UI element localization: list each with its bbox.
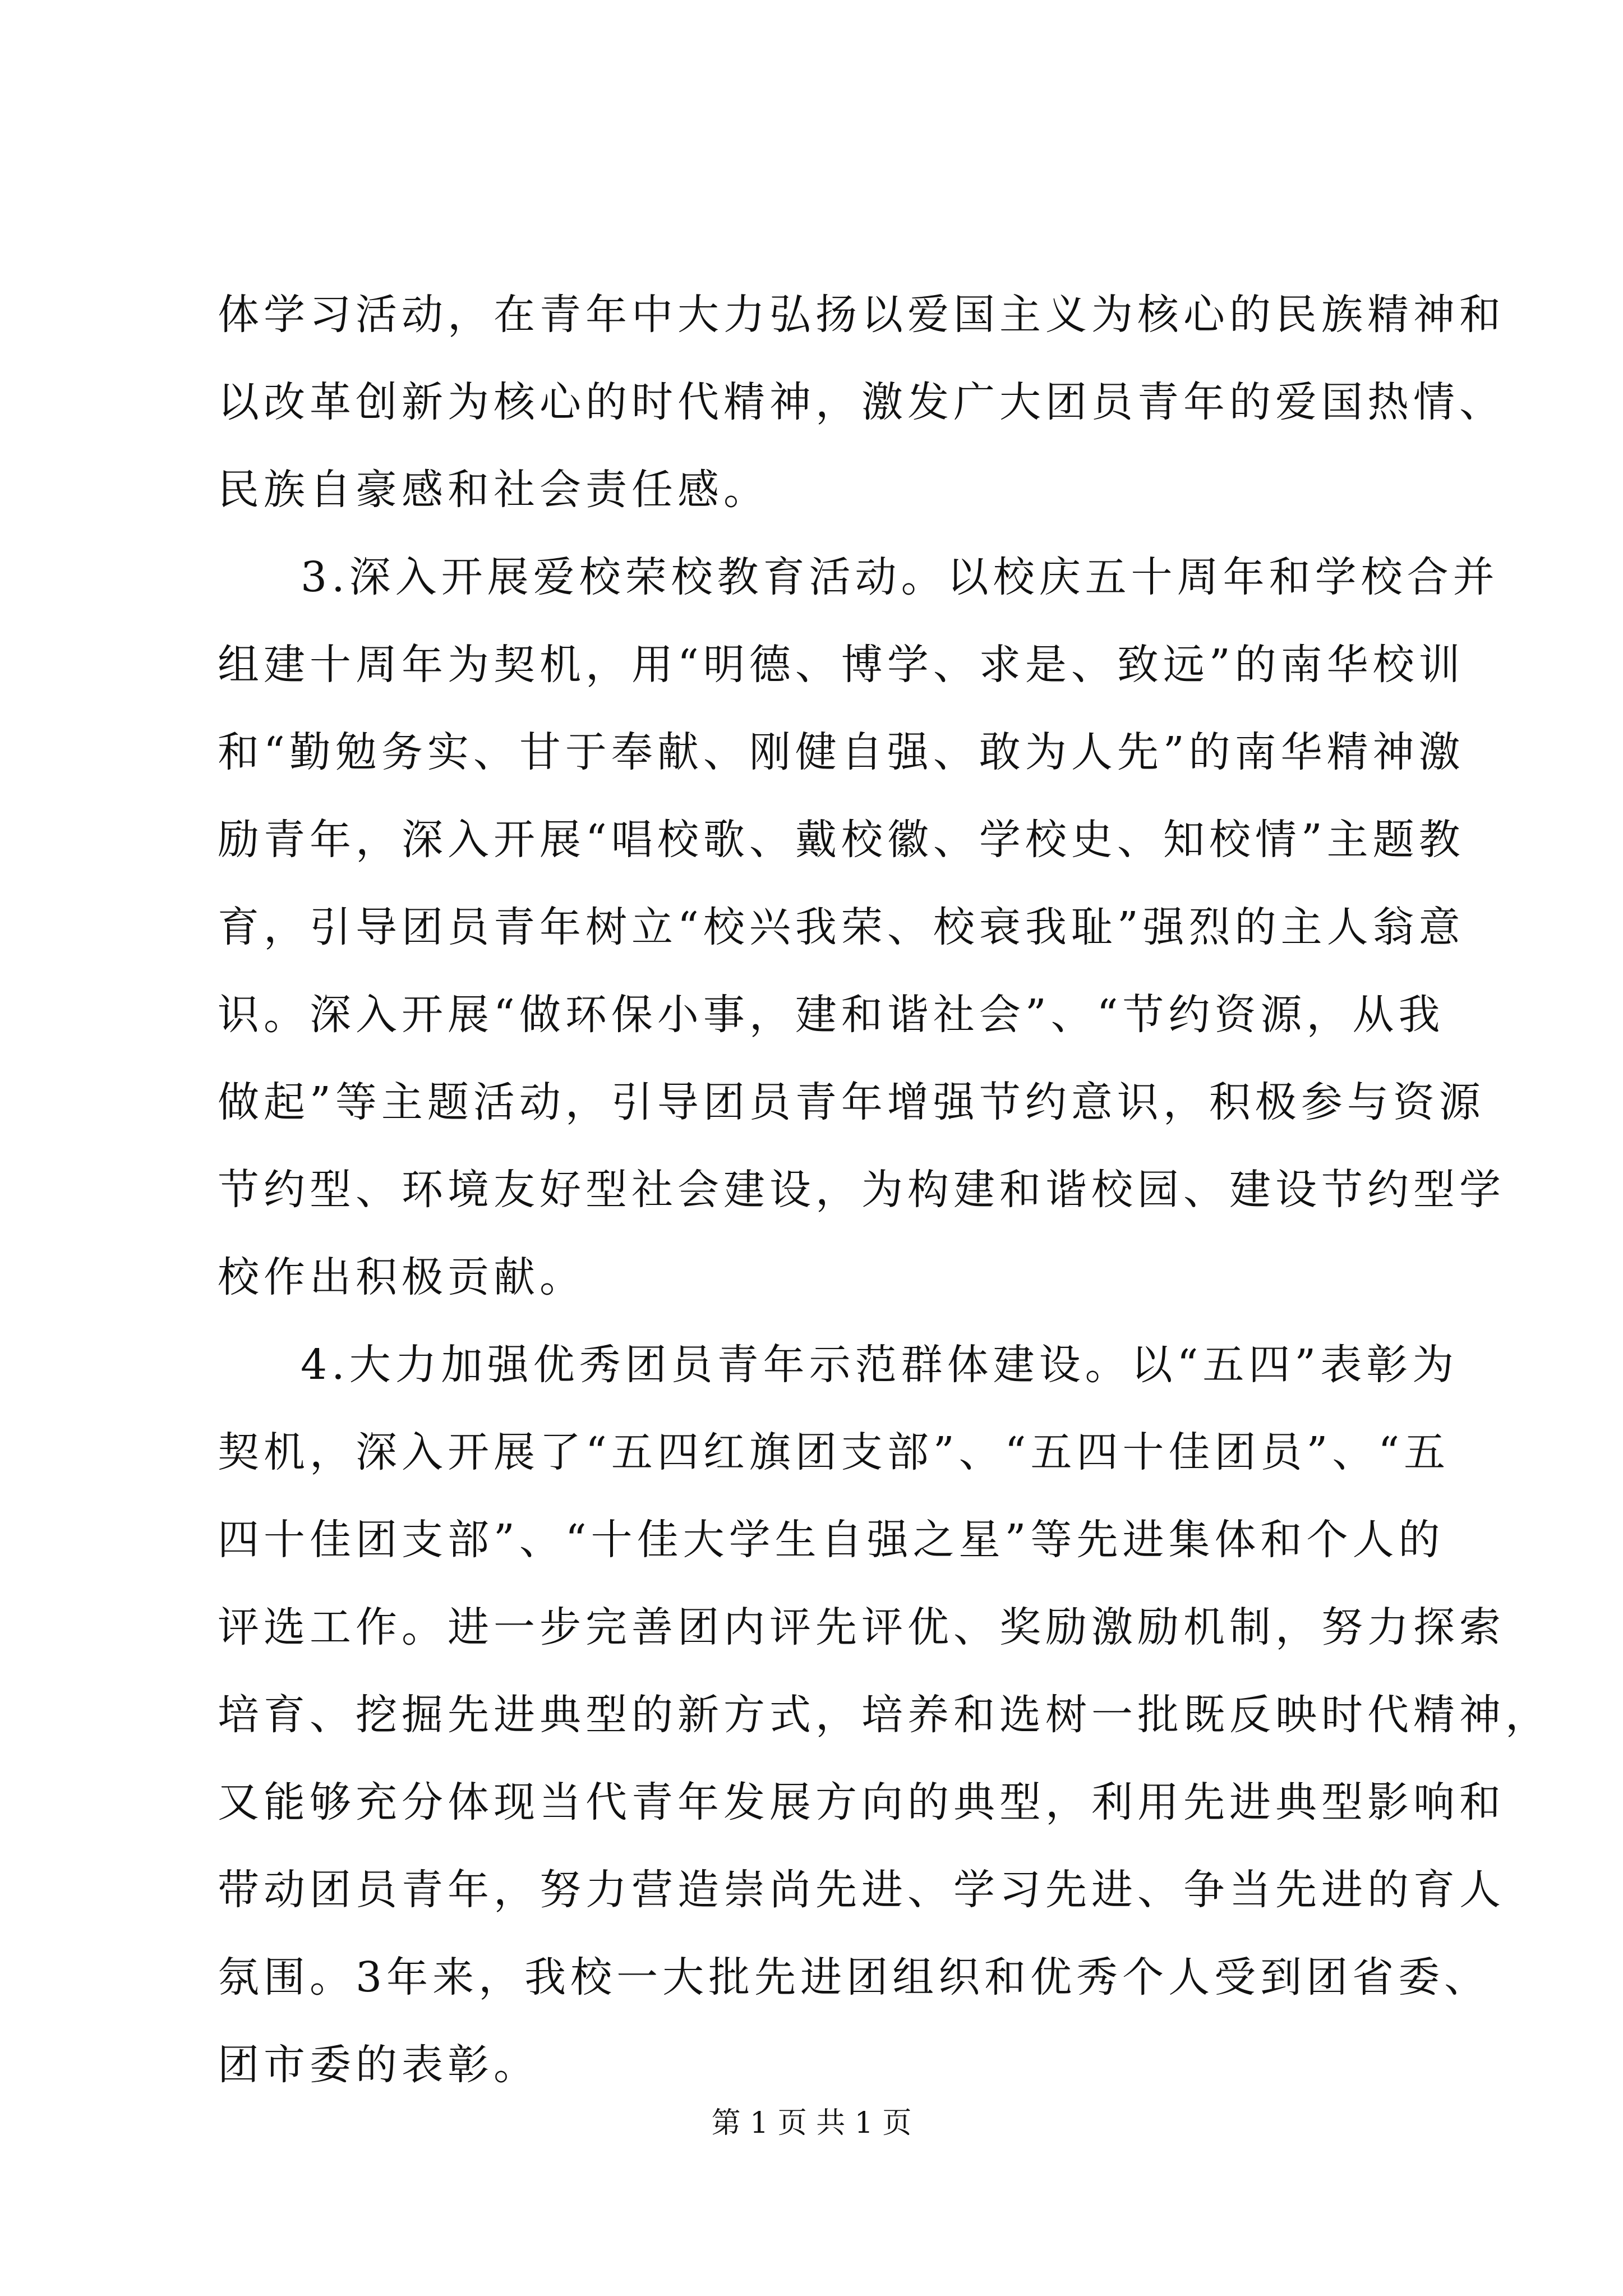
text-line: 带动团员青年，努力营造崇尚先进、学习先进、争当先进的育人: [218, 1866, 1505, 1914]
text-line: 组建十周年为契机，用“明德、博学、求是、致远”的南华校训: [218, 641, 1465, 689]
paragraph-3-first-line: 3.深入开展爱校荣校教育活动。以校庆五十周年和学校合并: [301, 553, 1499, 601]
text-line: 做起”等主题活动，引导团员青年增强节约意识，积极参与资源: [218, 1078, 1485, 1126]
document-body: [218, 271, 1551, 2109]
text-line: 和“勤勉务实、甘于奉献、刚健自强、敢为人先”的南华精神激: [218, 728, 1465, 776]
text-line: 识。深入开展“做环保小事，建和谐社会”、“节约资源，从我: [218, 991, 1445, 1039]
text-line: 民族自豪感和社会责任感。: [218, 466, 769, 514]
text-line: 契机，深入开展了“五四红旗团支部”、“五四十佳团员”、“五: [218, 1428, 1450, 1476]
text-line: 团市委的表彰。: [218, 2041, 540, 2089]
page-number-label: 第 1 页 共 1 页: [711, 2106, 912, 2140]
text-line: 励青年，深入开展“唱校歌、戴校徽、学校史、知校情”主题教: [218, 816, 1465, 864]
text-line: 氛围。3年来，我校一大批先进团组织和优秀个人受到团省委、: [218, 1953, 1491, 2001]
text-line: 培育、挖掘先进典型的新方式，培养和选树一批既反映时代精神，: [218, 1691, 1551, 1739]
paragraph-4-first-line: 4.大力加强优秀团员青年示范群体建设。以“五四”表彰为: [301, 1341, 1459, 1389]
text-line: 四十佳团支部”、“十佳大学生自强之星”等先进集体和个人的: [218, 1516, 1445, 1564]
text-line: 育，引导团员青年树立“校兴我荣、校衰我耻”强烈的主人翁意: [218, 903, 1465, 951]
text-line: 校作出积极贡献。: [218, 1253, 585, 1301]
text-line: 以改革创新为核心的时代精神，激发广大团员青年的爱国热情、: [218, 378, 1505, 426]
text-line: 评选工作。进一步完善团内评先评优、奖励激励机制，努力探索: [218, 1603, 1505, 1651]
text-line: 体学习活动，在青年中大力弘扬以爱国主义为核心的民族精神和: [218, 291, 1505, 339]
text-line: 节约型、环境友好型社会建设，为构建和谐校园、建设节约型学: [218, 1166, 1505, 1214]
page-footer: [0, 2104, 1623, 2143]
text-line: 又能够充分体现当代青年发展方向的典型，利用先进典型影响和: [218, 1778, 1505, 1826]
